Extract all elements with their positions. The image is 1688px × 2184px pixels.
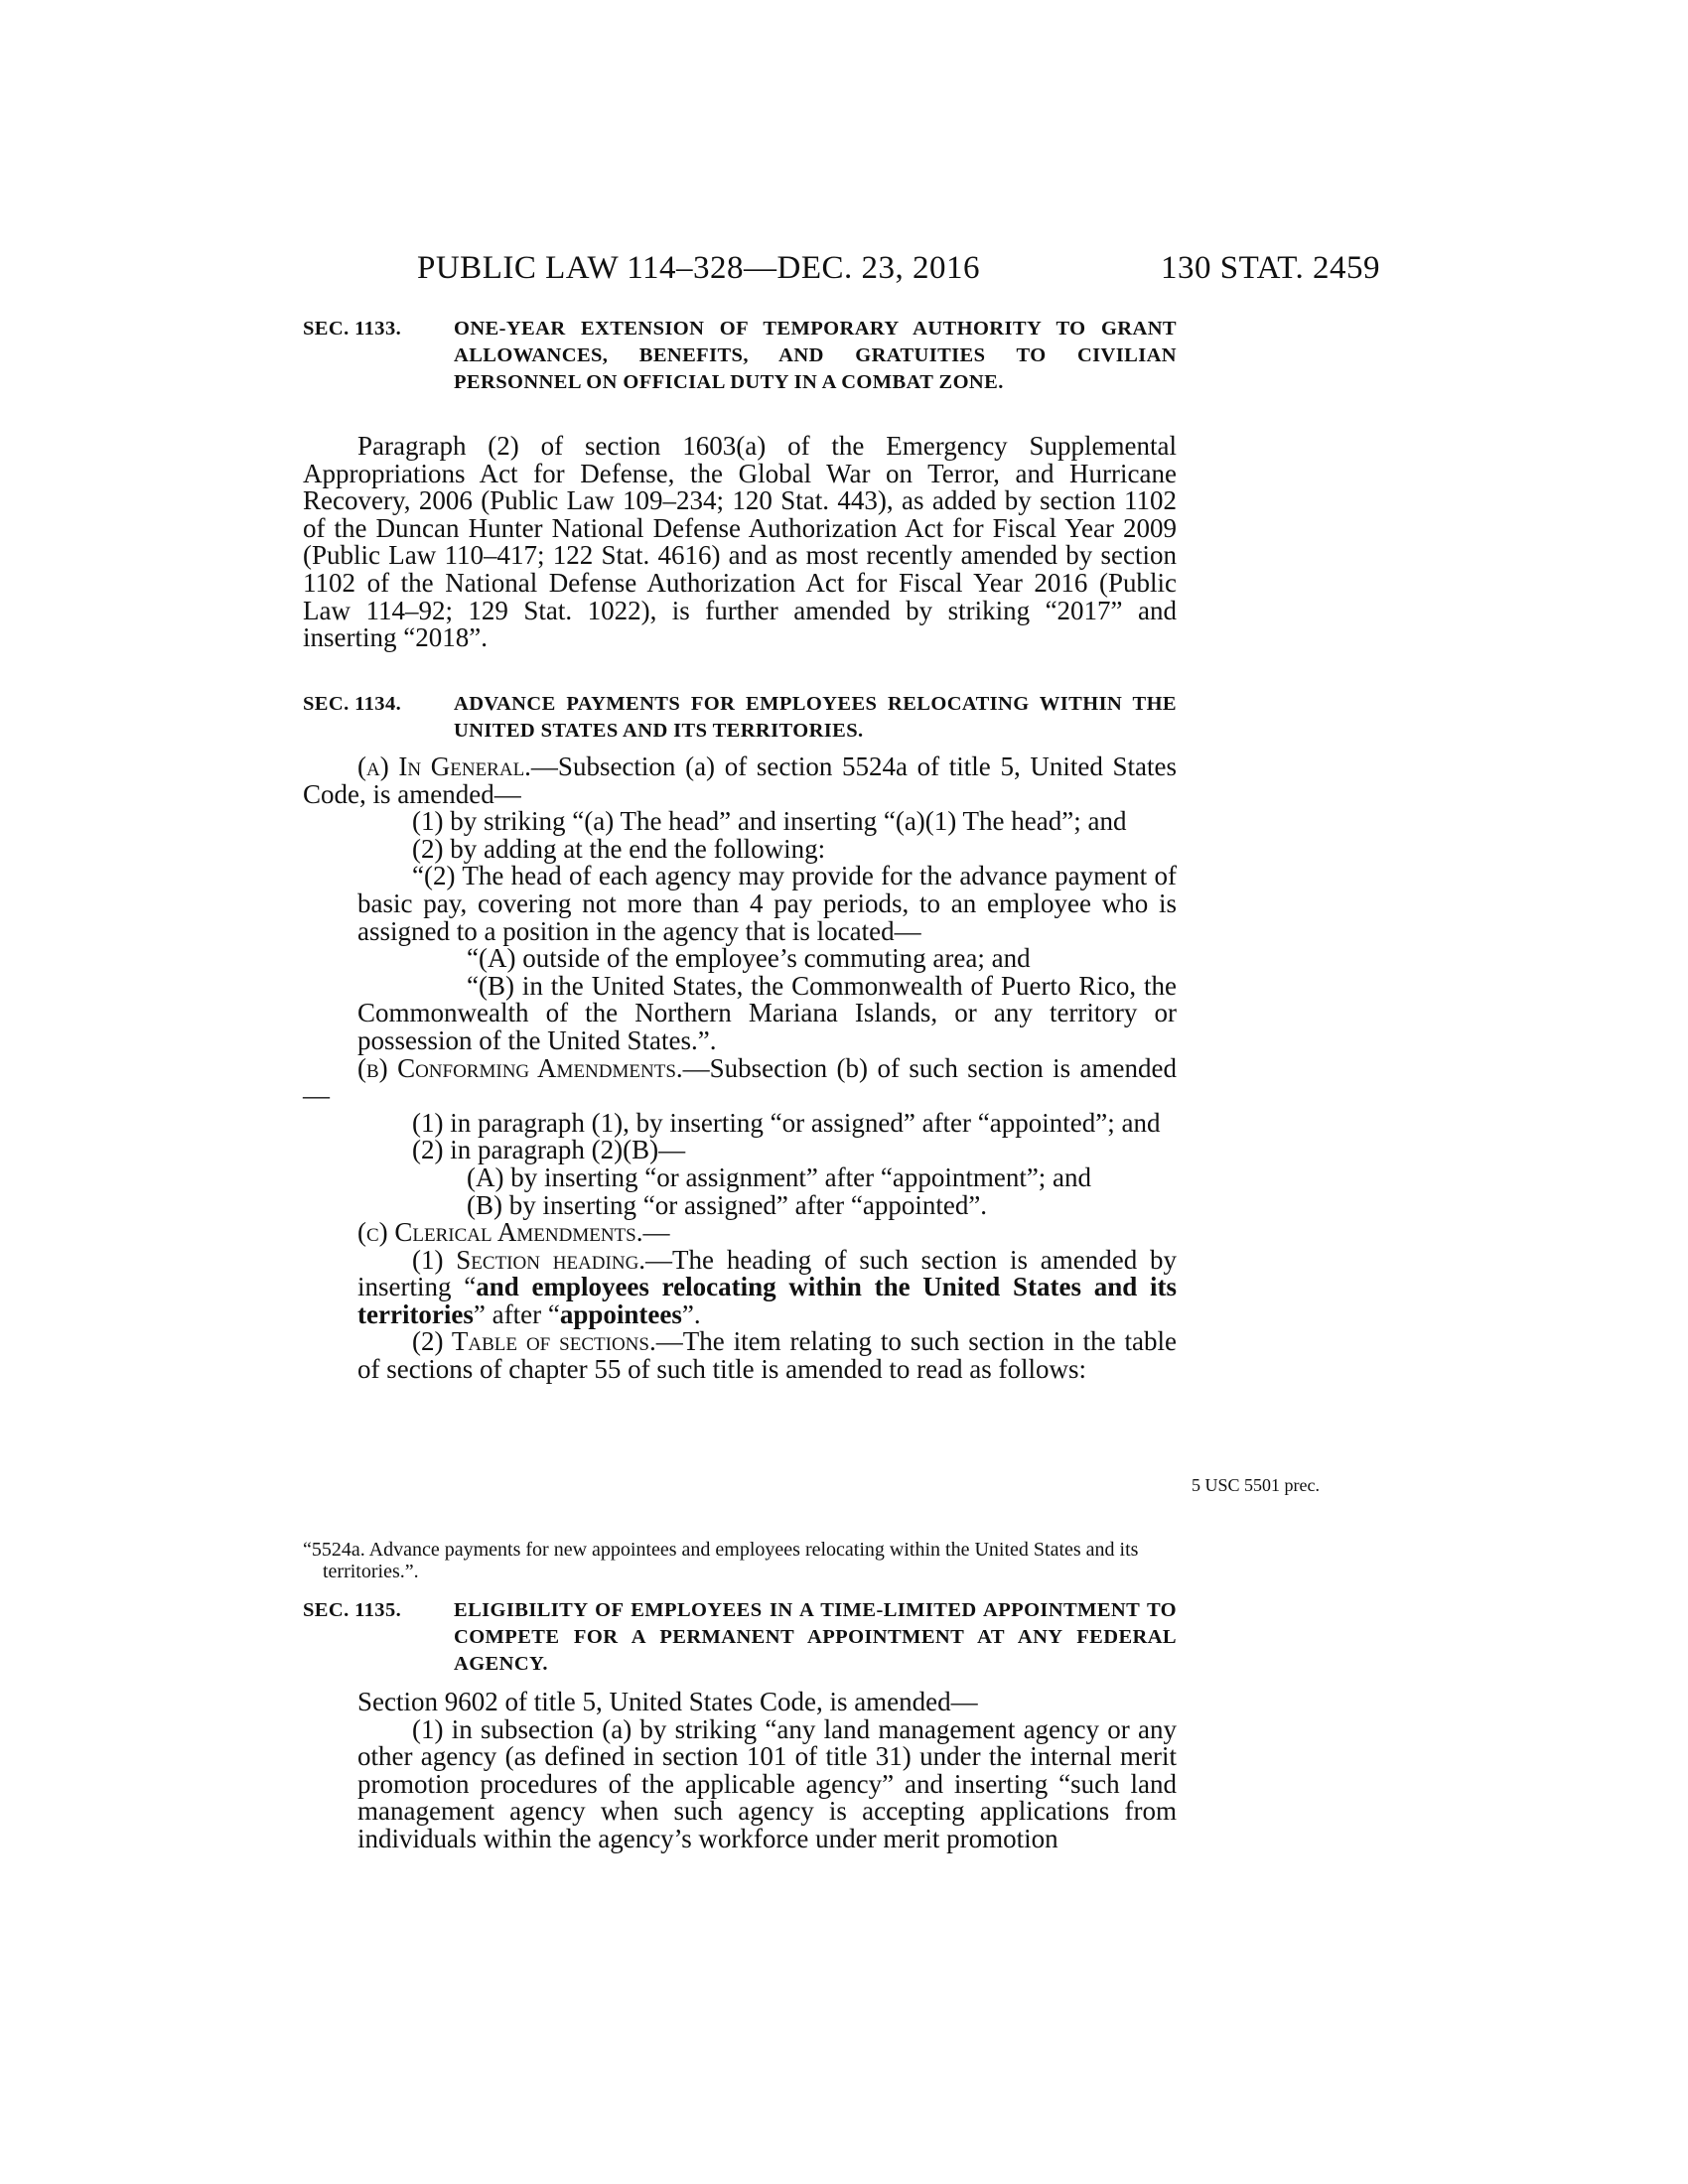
section-1135-body xyxy=(303,1689,1177,1853)
page-header xyxy=(417,250,1380,290)
section-1134 xyxy=(303,691,1177,745)
paragraph-b2: (2) in paragraph (2)(B)— xyxy=(412,1135,686,1165)
statute-page-number: 130 STAT. 2459 xyxy=(1160,250,1380,286)
paragraph-a1: (1) by striking “(a) The head” and inserting “(a)(1) The head”; and xyxy=(412,806,1127,837)
section-title: ADVANCE PAYMENTS FOR EMPLOYEES RELOCATING WITHIN THE UNITED STATES AND ITS TERRITORIES. xyxy=(454,693,1177,742)
toc-entry-text: “5524a. Advance payments for new appointees and employees relocating within the United States and its territories.”. xyxy=(303,1539,1139,1582)
paragraph-text: ”. xyxy=(681,1298,701,1329)
section-1135 xyxy=(303,1597,1177,1678)
section-number: SEC. 1133. xyxy=(303,318,402,340)
paragraph-text: ” after “ xyxy=(473,1298,560,1329)
section-number: SEC. 1134. xyxy=(303,693,402,715)
paragraph-a2: (2) by adding at the end the following: xyxy=(412,833,826,864)
section-1133-body xyxy=(303,433,1177,652)
subsection-heading: (a) In General. xyxy=(357,751,531,781)
section-heading xyxy=(303,316,1177,396)
paragraph-heading: (1) Section heading. xyxy=(412,1244,646,1275)
section-title: ELIGIBILITY OF EMPLOYEES IN A TIME-LIMITED APPOINTMENT TO COMPETE FOR A PERMANENT APPOINTMENT AT ANY FEDERAL AGENCY. xyxy=(454,1599,1177,1675)
subsection-b xyxy=(303,1052,1178,1111)
subsection-a xyxy=(303,753,1177,808)
section-1134-body xyxy=(303,753,1177,1384)
margin-citation-note: 5 USC 5501 prec. xyxy=(1192,1475,1320,1495)
section-1133 xyxy=(303,316,1177,396)
paragraph-b1: (1) in paragraph (1), by inserting “or assigned” after “appointed”; and xyxy=(412,1107,1161,1138)
paragraph-heading: (2) Table of sections. xyxy=(412,1326,656,1357)
section-heading xyxy=(303,691,1177,745)
paragraph-text: —The heading of such section is amended by inserting “ xyxy=(357,1244,1177,1302)
subparagraph-b2b: (B) by inserting “or assigned” after “appointed”. xyxy=(467,1189,988,1220)
quoted-subparagraph-b: “(B) in the United States, the Commonwealth of Puerto Rico, the Commonwealth of the Northern Mariana Islands, or any territory or possession of the United States.”. xyxy=(357,970,1177,1055)
section-heading xyxy=(303,1597,1177,1678)
bold-term: appointees xyxy=(559,1298,682,1329)
subparagraph-b2a: (A) by inserting “or assignment” after “appointment”; and xyxy=(467,1161,1092,1192)
paragraph-1: (1) in subsection (a) by striking “any land management agency or any other agency (as defined in section 101 of title 31) under the internal merit promotion procedures of the applicable agency” and inserting “such land management agency when such agency is accepting applications from individuals within the agency’s workforce under merit promotion xyxy=(357,1713,1177,1853)
subsection-heading: (b) Conforming Amendments. xyxy=(357,1052,683,1083)
section-number: SEC. 1135. xyxy=(303,1599,402,1621)
paragraph-c2 xyxy=(303,1328,1177,1383)
subsection-text: —Subsection (a) of section 5524a of title 5, United States Code, is amended— xyxy=(303,751,1177,809)
subsection-heading: (c) Clerical Amendments. xyxy=(357,1217,643,1248)
table-of-sections-entry xyxy=(303,1539,1177,1582)
quoted-paragraph: “(2) The head of each agency may provide for the advance payment of basic pay, covering not more than 4 pay periods, to an employee who is assigned to a position in the agency that is located— xyxy=(357,861,1177,946)
subsection-text: —Subsection (b) of such section is amended— xyxy=(303,1052,1178,1111)
paragraph-c1 xyxy=(303,1244,1177,1329)
bold-insertion: and employees relocating within the United States and its territories xyxy=(357,1272,1177,1329)
section-title: ONE-YEAR EXTENSION OF TEMPORARY AUTHORITY TO GRANT ALLOWANCES, BENEFITS, AND GRATUITIES TO CIVILIAN PERSONNEL ON OFFICIAL DUTY IN A COMBAT ZONE. xyxy=(454,318,1177,393)
paragraph-text: —The item relating to such section in the table of sections of chapter 55 of such title is amended to read as follows: xyxy=(357,1326,1178,1385)
subsection-c xyxy=(303,1219,1177,1247)
running-head-title: PUBLIC LAW 114–328—DEC. 23, 2016 xyxy=(417,250,981,286)
paragraph: Paragraph (2) of section 1603(a) of the Emergency Supplemental Appropriations Act for Defense, the Global War on Terror, and Hurricane Recovery, 2006 (Public Law 109–234; 120 Stat. 443), as added by section 1102 of the Duncan Hunter National Defense Authorization Act for Fiscal Year 2009 (Public Law 110–417; 122 Stat. 4616) and as most recently amended by section 1102 of the National Defense Authorization Act for Fiscal Year 2016 (Public Law 114–92; 129 Stat. 1022), is further amended by striking “2017” and inserting “2018”. xyxy=(303,431,1177,653)
quoted-subparagraph-a: “(A) outside of the employee’s commuting area; and xyxy=(467,943,1031,974)
subsection-text: — xyxy=(642,1217,670,1248)
paragraph-intro: Section 9602 of title 5, United States Code, is amended— xyxy=(357,1687,978,1716)
